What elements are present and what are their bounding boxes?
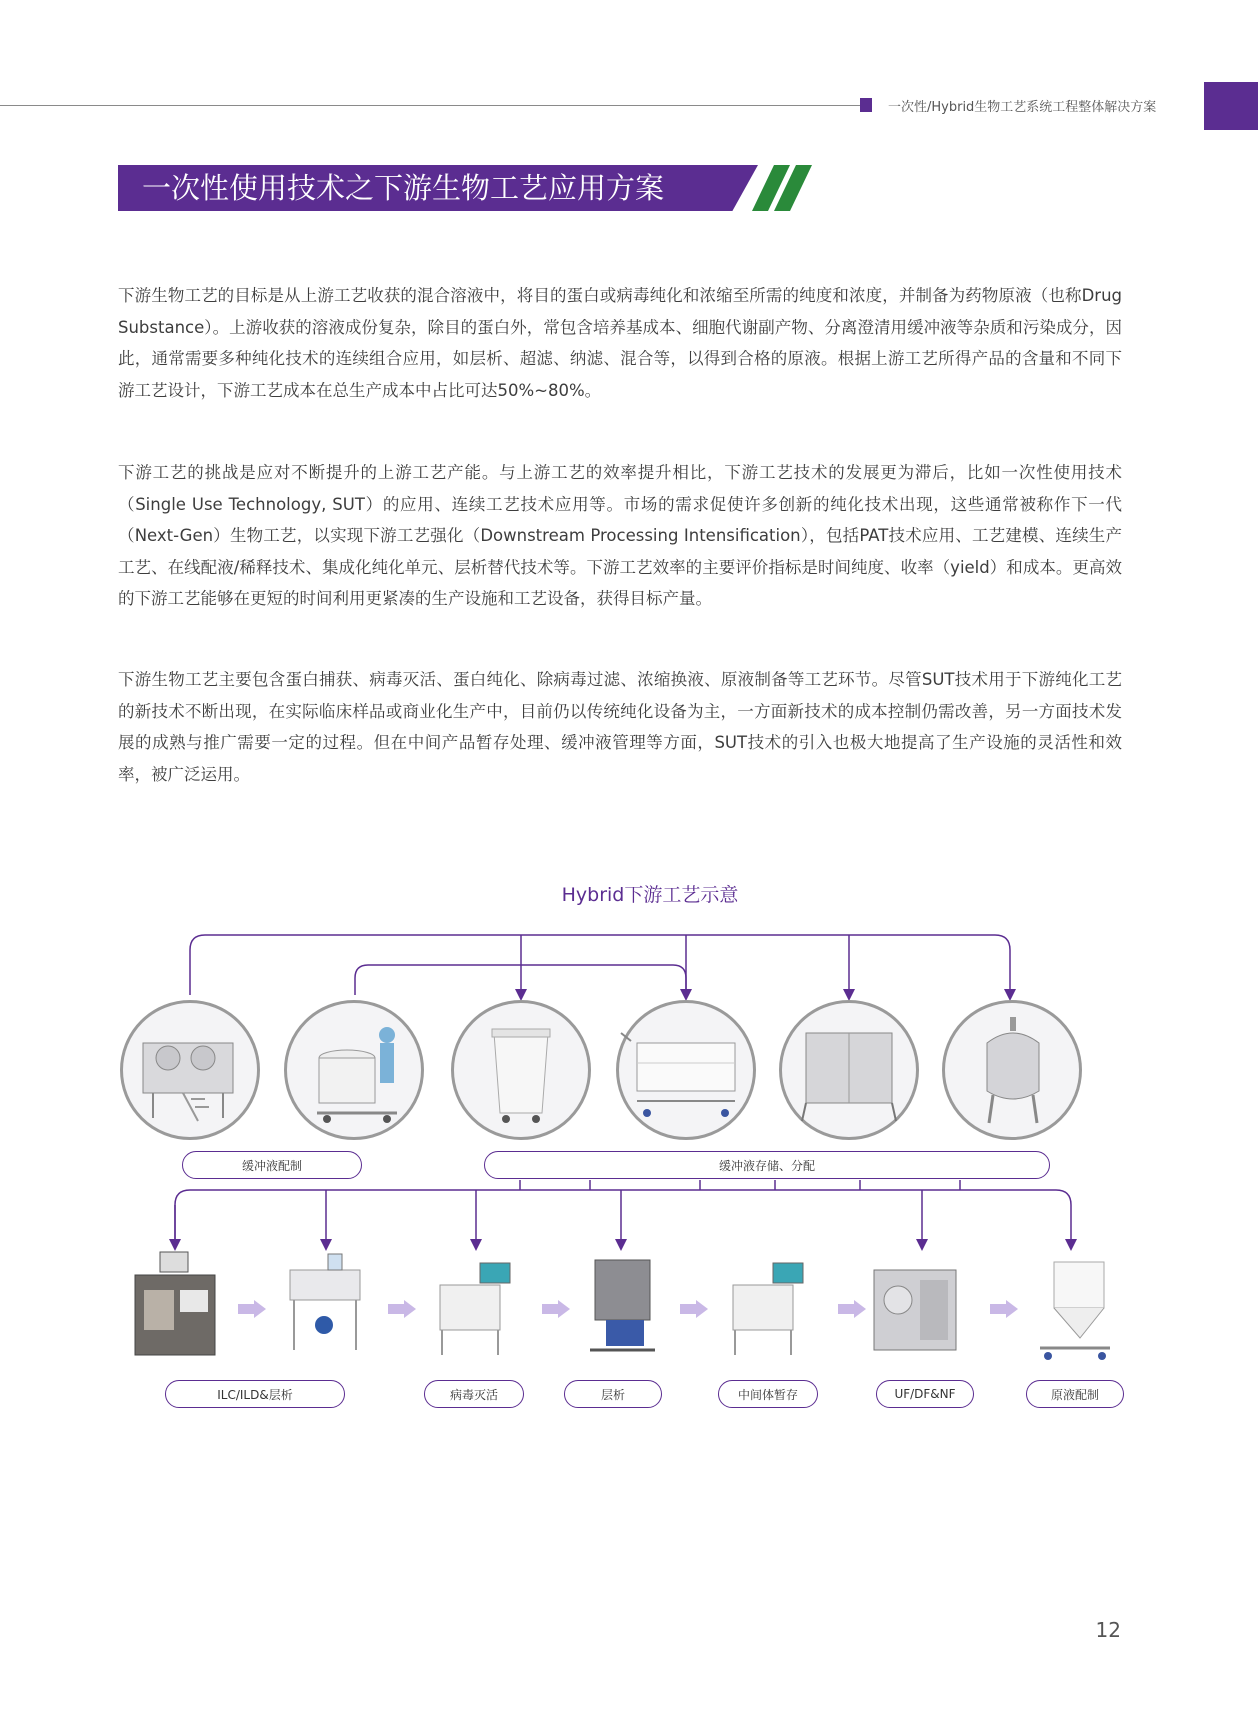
flow-arrow-icon	[542, 1300, 570, 1318]
equipment-tff-skid	[870, 1250, 960, 1360]
step-intermediate-storage: 中间体暂存	[718, 1380, 818, 1408]
paragraph-3: 下游生物工艺主要包含蛋白捕获、病毒灭活、蛋白纯化、除病毒过滤、浓缩换液、原液制备等工艺环节。尽管SUT技术用于下游纯化工艺的新技术不断出现，在实际临床样品或商业化生产中，目前仍以传统纯化设备为主，一方面新技术的成本控制仍需改善，另一方面技术发展的成熟与推广需要一定的过程。但在中间产品暂存处理、缓冲液管理等方面，SUT技术的引入也极大地提高了生产设施的灵活性和效率，被广泛运用。	[118, 670, 1122, 784]
page-number: 12	[1095, 1618, 1121, 1642]
equipment-ilc-chromatography	[130, 1250, 220, 1360]
flow-arrow-icon	[838, 1300, 866, 1318]
equipment-tote-cart	[616, 1000, 756, 1140]
paragraph-1: 下游生物工艺的目标是从上游工艺收获的混合溶液中，将目的蛋白或病毒纯化和浓缩至所需的纯度和浓度，并制备为药物原液（也称Drug Substance）。上游收获的溶液成份复杂，除目的蛋白外，常包含培养基成本、细胞代谢副产物、分离澄清用缓冲液等杂质和污染成分，因此，通常需要多种纯化技术的连续组合应用，如层析、超滤、纳滤、混合等，以得到合格的原液。根据上游工艺所得产品的含量和不同下游工艺设计，下游工艺成本在总生产成本中占比可达50%~80%。	[118, 286, 1122, 400]
equipment-chromatography-column	[580, 1250, 670, 1360]
step-uf-df-nf: UF/DF&NF	[876, 1380, 974, 1408]
step-viral-inactivation: 病毒灭活	[424, 1380, 524, 1408]
label-buffer-storage: 缓冲液存储、分配	[484, 1151, 1050, 1179]
label-buffer-prep: 缓冲液配制	[182, 1151, 362, 1179]
step-bulk-formulation: 原液配制	[1026, 1380, 1124, 1408]
flow-arrow-icon	[990, 1300, 1018, 1318]
step-ilc-chromatography: ILC/ILD&层析	[165, 1380, 345, 1408]
equipment-viral-inactivation-mixer	[430, 1255, 520, 1365]
section-title: 一次性使用技术之下游生物工艺应用方案	[142, 171, 665, 205]
equipment-buffer-prep-skid	[120, 1000, 260, 1140]
equipment-bag-bin	[451, 1000, 591, 1140]
equipment-mixing-tank-operator	[284, 1000, 424, 1140]
flow-arrow-icon	[680, 1300, 708, 1318]
equipment-storage-cabinet	[779, 1000, 919, 1140]
diagram-title: Hybrid下游工艺示意	[561, 884, 739, 906]
equipment-inline-dilution-skid	[280, 1250, 370, 1360]
flow-arrow-icon	[388, 1300, 416, 1318]
step-chromatography: 层析	[564, 1380, 662, 1408]
equipment-bulk-formulation-mixer	[1030, 1258, 1120, 1368]
equipment-stainless-tank	[942, 1000, 1082, 1140]
equipment-intermediate-storage-mixer	[723, 1255, 813, 1365]
paragraph-2: 下游工艺的挑战是应对不断提升的上游工艺产能。与上游工艺的效率提升相比，下游工艺技术的发展更为滞后，比如一次性使用技术（Single Use Technology, SUT）的应用、连续工艺技术应用等。市场的需求促使许多创新的纯化技术出现，这些通常被称作下一代（Next-Gen）生物工艺，以实现下游工艺强化（Downstream Processing Intensification），包括PAT技术应用、工艺建模、连续生产工艺、在线配液/稀释技术、集成化纯化单元、层析替代技术等。下游工艺效率的主要评价指标是时间纯度、收率（yield）和成本。更高效的下游工艺能够在更短的时间利用更紧凑的生产设施和工艺设备，获得目标产量。	[118, 463, 1122, 608]
flow-arrow-icon	[238, 1300, 266, 1318]
running-title: 一次性/Hybrid生物工艺系统工程整体解决方案	[888, 100, 1157, 115]
